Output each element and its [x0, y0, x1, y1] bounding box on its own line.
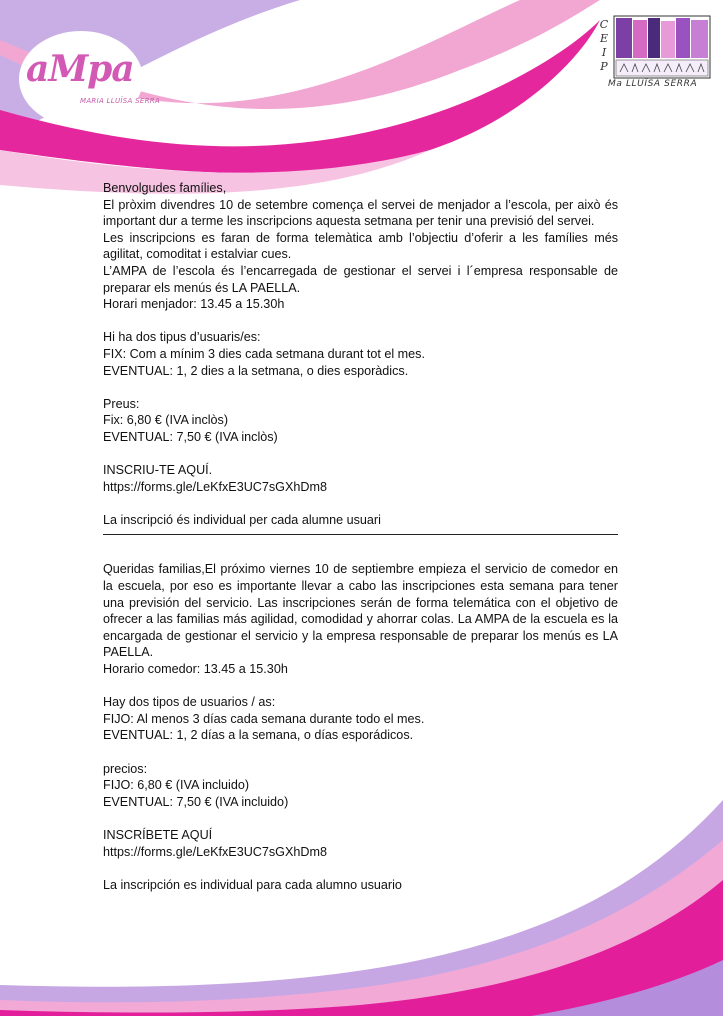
ceip-letters: C E I P — [599, 18, 609, 73]
catalan-price-eventual: EVENTUAL: 7,50 € (IVA inclòs) — [103, 429, 278, 444]
catalan-form-link[interactable]: https://forms.gle/LeKfxE3UC7sGXhDm8 — [103, 479, 327, 494]
spanish-signup: INSCRÍBETE AQUÍ — [103, 827, 213, 842]
catalan-prices-title: Preus: — [103, 396, 140, 411]
catalan-individual: La inscripció és individual per cada alumne usuari — [103, 512, 381, 527]
ampa-logo-word: aMpa — [26, 48, 134, 90]
spanish-user-types-title: Hay dos tipos de usuarios / as: — [103, 695, 276, 710]
catalan-price-fix: Fix: 6,80 € (IVA inclòs) — [103, 413, 229, 428]
spanish-form-link[interactable]: https://forms.gle/LeKfxE3UC7sGXhDm8 — [103, 844, 327, 859]
ceip-school-name: Ma LLUÏSA SERRA — [608, 79, 698, 89]
catalan-schedule: Horari menjador: 13.45 a 15.30h — [103, 297, 285, 312]
ampa-logo-subtitle: MARIA LLUÏSA SERRA — [80, 97, 160, 105]
catalan-user-types-title: Hi ha dos tipus d’usuaris/es: — [103, 330, 261, 345]
spanish-schedule: Horario comedor: 13.45 a 15.30h — [103, 662, 288, 677]
separator-line — [103, 534, 618, 535]
catalan-eventual: EVENTUAL: 1, 2 dies a la setmana, o dies esporàdics. — [103, 363, 409, 378]
spanish-price-eventual: EVENTUAL: 7,50 € (IVA incluido) — [103, 794, 289, 809]
spanish-prices-title: precios: — [103, 761, 148, 776]
spanish-price-fijo: FIJO: 6,80 € (IVA incluido) — [103, 778, 250, 793]
greeting: Benvolgudes famílies, — [103, 181, 227, 195]
catalan-signup: INSCRIU-TE AQUÍ. — [103, 463, 213, 478]
spanish-intro: Queridas familias,El próximo viernes 10 de septiembre empieza el servicio de comedor en la escuela, por eso es importante llevar a cabo las inscripciones esta semana para tener una previsión del servicio. Las inscripciones serán de forma telemática con el objetivo de ofrecer a las familias más agilidad, comodidad y ahorrar colas. La AMPA de la escuela es la encargada de gestionar el servicio y la empresa responsable de preparar los menús es LA PAELLA. — [103, 562, 618, 660]
spanish-fijo: FIJO: Al menos 3 días cada semana durante todo el mes. — [103, 711, 425, 726]
spanish-individual: La inscripción es individual para cada alumno usuario — [103, 877, 402, 892]
spanish-eventual: EVENTUAL: 1, 2 días a la semana, o días esporádicos. — [103, 728, 414, 743]
catalan-fix: FIX: Com a mínim 3 dies cada setmana durant tot el mes. — [103, 346, 425, 361]
document-body — [103, 180, 618, 893]
catalan-telematic: Les inscripcions es faran de forma telemàtica amb l’objectiu d’oferir a les famílies més agilitat, comoditat i estalviar cues. — [103, 230, 618, 262]
catalan-intro: El pròxim divendres 10 de setembre comença el servei de menjador a l’escola, per això és important dur a terme les inscripcions aquesta setmana per tenir una previsió del servei. — [103, 197, 618, 229]
catalan-ampa: L’AMPA de l’escola és l’encarregada de gestionar el servei i l´empresa responsable de preparar els menús és LA PAELLA. — [103, 263, 618, 295]
